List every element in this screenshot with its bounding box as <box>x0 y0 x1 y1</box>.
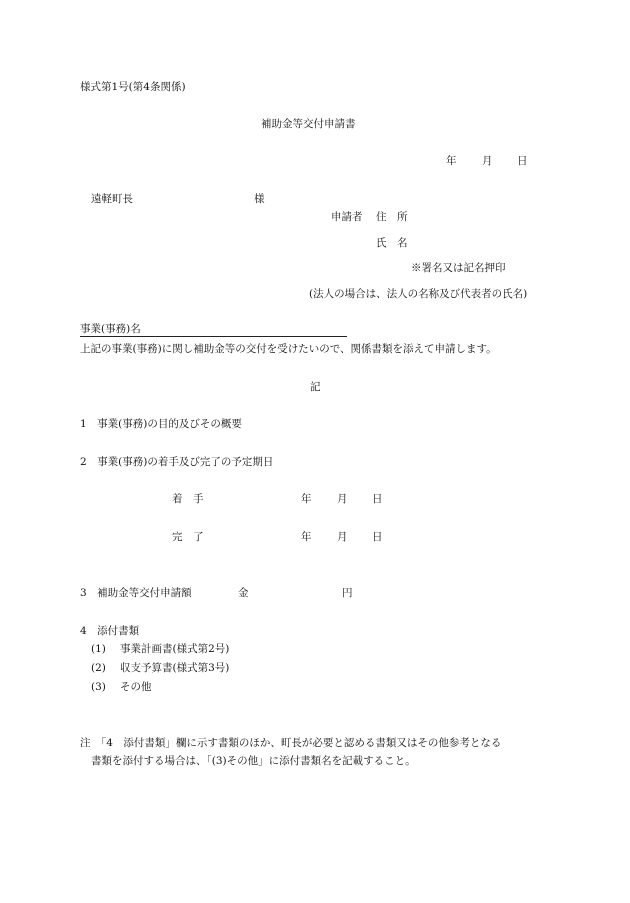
applicant-name-label: 氏 名 <box>376 237 408 249</box>
request-text: 上記の事業(事務)に関し補助金等の交付を受けたいので、関係書類を添えて申請します。 <box>80 343 497 355</box>
start-month: 月 <box>337 493 348 505</box>
applicant-address-label: 住 所 <box>376 211 408 223</box>
section-2-label: 2 事業(事務)の着手及び完了の予定期日 <box>80 456 274 468</box>
attachment-3-text: その他 <box>120 681 152 693</box>
finish-month: 月 <box>337 531 348 543</box>
attachment-1-num: (1) <box>91 643 106 655</box>
section-3-label: 3 補助金等交付申請額 <box>80 587 192 599</box>
attachment-3-num: (3) <box>91 681 106 693</box>
date-day: 日 <box>517 155 528 167</box>
addressee-name: 遠軽町長 <box>91 193 133 205</box>
finish-year: 年 <box>301 531 312 543</box>
attachment-1-text: 事業計画書(様式第2号) <box>120 643 230 655</box>
amount-kin: 金 <box>238 587 249 599</box>
seal-note: ※署名又は記名押印 <box>411 262 506 274</box>
start-year: 年 <box>301 493 312 505</box>
business-name-label: 事業(事務)名 <box>80 323 347 337</box>
ki-heading: 記 <box>310 381 321 393</box>
start-day: 日 <box>372 493 383 505</box>
date-year: 年 <box>446 155 457 167</box>
note-line-2: 書類を添付する場合は、「(3)その他」に添付書類名を記載すること。 <box>91 755 416 767</box>
date-month: 月 <box>482 155 493 167</box>
finish-day: 日 <box>372 531 383 543</box>
addressee-honorific: 様 <box>254 193 265 205</box>
start-label: 着 手 <box>172 493 204 505</box>
section-1-label: 1 事業(事務)の目的及びその概要 <box>80 418 242 430</box>
note-line-1: 注 「4 添付書類」欄に示す書類のほか、町長が必要と認める書類又はその他参考となる <box>80 737 502 749</box>
amount-yen: 円 <box>342 587 353 599</box>
applicant-label: 申請者 <box>331 211 363 223</box>
section-4-label: 4 添付書類 <box>80 625 140 637</box>
attachment-2-num: (2) <box>91 662 106 674</box>
attachment-2-text: 収支予算書(様式第3号) <box>120 662 230 674</box>
document-title: 補助金等交付申請書 <box>261 118 356 130</box>
corporate-note: (法人の場合は、法人の名称及び代表者の氏名) <box>309 288 528 300</box>
form-label: 様式第1号(第4条関係) <box>80 81 186 93</box>
finish-label: 完 了 <box>172 531 204 543</box>
